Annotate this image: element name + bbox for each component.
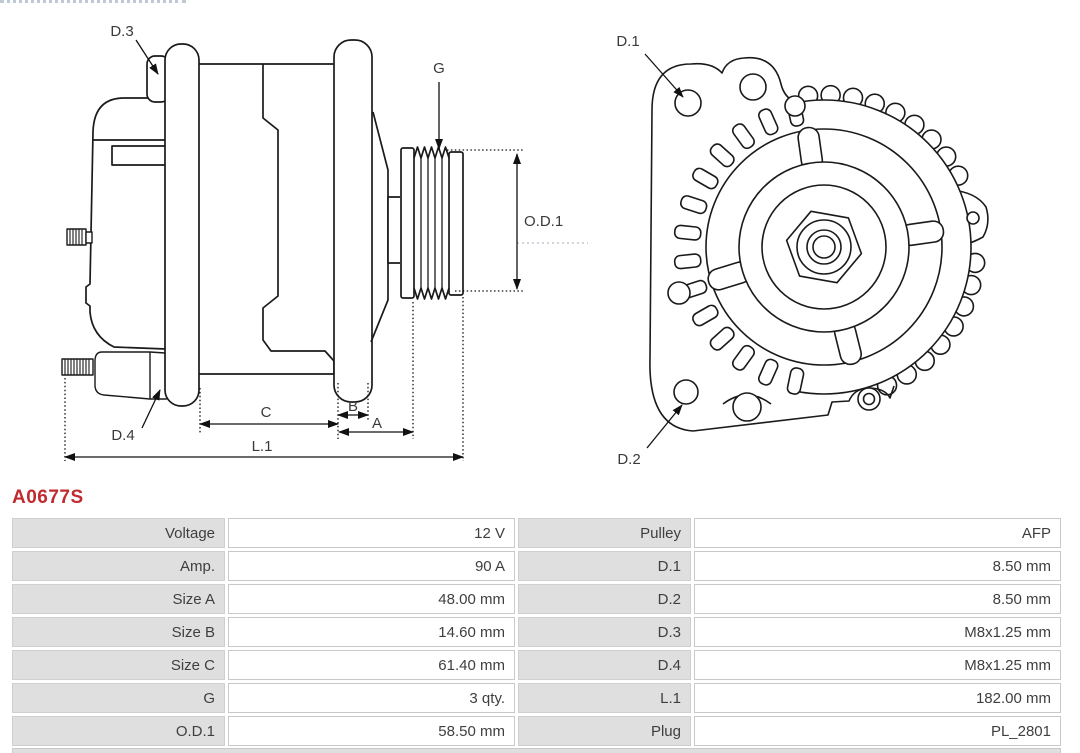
pulley [400, 146, 464, 300]
spec-value: 90 A [228, 551, 515, 581]
label-d4: D.4 [111, 427, 135, 444]
spec-value: M8x1.25 mm [694, 617, 1061, 647]
tab-hole [967, 212, 979, 224]
mount-hole [668, 282, 690, 304]
mount-hole [740, 74, 766, 100]
mount-hole [733, 393, 761, 421]
label-d3: D.3 [110, 23, 134, 40]
spec-label: Size C [12, 650, 225, 680]
spec-value: 58.50 mm [228, 716, 515, 746]
spec-label: Amp. [12, 551, 225, 581]
shaft [388, 197, 402, 263]
spec-label: D.3 [518, 617, 691, 647]
mount-hole [785, 96, 805, 116]
hole-d1 [675, 90, 701, 116]
label-c: C [260, 404, 272, 421]
spec-value: 14.60 mm [228, 617, 515, 647]
terminal-stud-lower [62, 352, 171, 399]
table-next-row-partial [12, 748, 1061, 753]
spec-value: PL_2801 [694, 716, 1061, 746]
stud-upper [67, 229, 92, 245]
spec-value: 12 V [228, 518, 515, 548]
spec-label: Size A [12, 584, 225, 614]
spec-value: 182.00 mm [694, 683, 1061, 713]
side-view [62, 40, 464, 406]
spec-label: Pulley [518, 518, 691, 548]
spec-value: 48.00 mm [228, 584, 515, 614]
spec-label: Plug [518, 716, 691, 746]
label-l1: L.1 [251, 438, 273, 455]
spec-value: M8x1.25 mm [694, 650, 1061, 680]
housing-split-contour [263, 64, 334, 374]
spec-label: D.1 [518, 551, 691, 581]
label-g: G [433, 60, 445, 77]
label-d2: D.2 [617, 451, 641, 468]
spec-table [12, 518, 1061, 746]
spec-label: D.4 [518, 650, 691, 680]
label-d1: D.1 [616, 33, 640, 50]
spec-value: AFP [694, 518, 1061, 548]
hole-d2 [674, 380, 698, 404]
spec-label: L.1 [518, 683, 691, 713]
spec-label: G [12, 683, 225, 713]
front-view-labels [616, 33, 640, 468]
spec-value: 61.40 mm [228, 650, 515, 680]
spec-value: 8.50 mm [694, 551, 1061, 581]
spec-value: 3 qty. [228, 683, 515, 713]
connector-slot [112, 146, 166, 165]
label-b: B [347, 398, 359, 415]
rear-bracket-rim [165, 44, 199, 406]
product-code-title: A0677S [12, 487, 84, 508]
spec-value: 8.50 mm [694, 584, 1061, 614]
label-od1: O.D.1 [524, 213, 564, 230]
spec-label: O.D.1 [12, 716, 225, 746]
front-view [650, 58, 988, 431]
spec-label: Size B [12, 617, 225, 647]
front-bracket-rim [334, 40, 372, 402]
spec-label: D.2 [518, 584, 691, 614]
label-a: A [371, 415, 383, 432]
rear-cover [86, 98, 166, 349]
spec-label: Voltage [12, 518, 225, 548]
fan-silhouette [371, 112, 388, 342]
